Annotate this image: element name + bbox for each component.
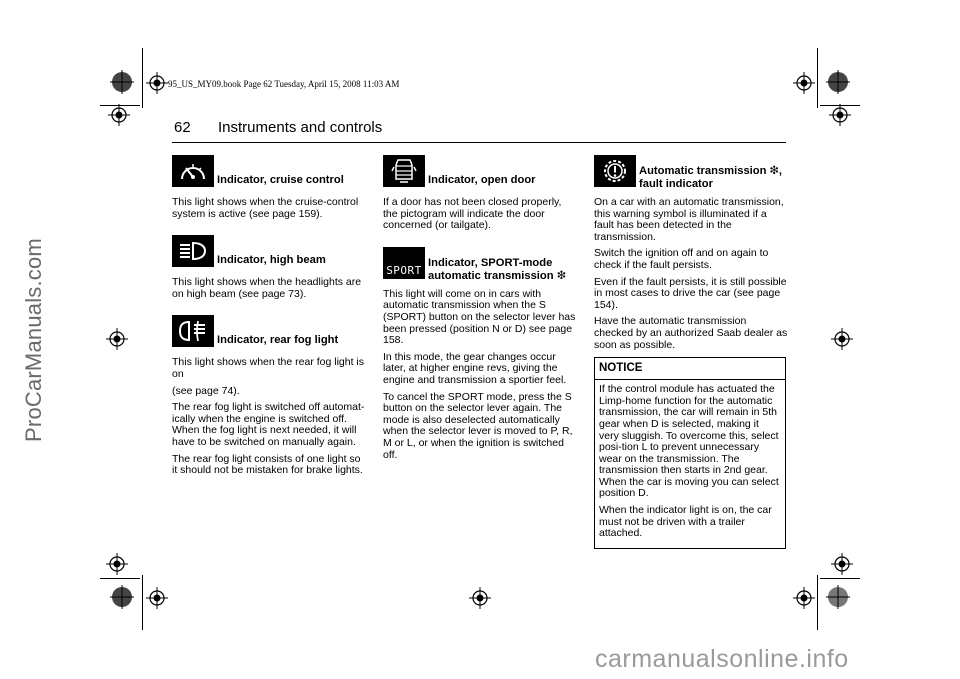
registration-mark: [146, 72, 168, 94]
column-2: [383, 155, 577, 466]
high-beam-text: This light shows when the headlights are on high beam (see page 73).: [172, 276, 362, 300]
page-number: 62: [174, 119, 191, 136]
sport-mode-text-3: To cancel the SPORT mode, press the S button on the selector lever again. The mode is also deselected automatically when the selector lever is moved to P, R, M or L, or when the ignition is switched off.: [383, 390, 573, 461]
auto-transmission-text-2: Switch the ignition off and on again to check if the fault persists.: [594, 247, 769, 271]
rear-fog-title: Indicator, rear fog light: [217, 334, 339, 347]
cruise-control-text: This light shows when the cruise-control system is active (see page 159).: [172, 196, 359, 220]
registration-mark-filled: [826, 70, 850, 94]
sport-mode-text-2: In this mode, the gear changes occur later, at higher engine revs, giving the engine and transmission a sportier feel.: [383, 350, 567, 386]
side-watermark: ProCarManuals.com: [21, 238, 46, 442]
registration-mark-filled: [110, 585, 134, 609]
open-door-icon: [383, 155, 425, 187]
registration-mark: [469, 587, 491, 609]
notice-text-1: If the control module has actuated the Limp-home function for the automatic transmission, the car will remain in 5th gear when D is selected, making it very sluggish. To overcome this, select posi-tion L to prevent unnecessary wear on the transmission. The transmission then starts in 2nd gear. When the car is moving you can select position D.: [599, 383, 779, 500]
rear-fog-text-3: The rear fog light is switched off automat-ically when the engine is switched off. When the fog light is next needed, it will have to be switched on manually again.: [172, 401, 365, 448]
auto-transmission-title: Automatic transmission ❇, fault indicator: [639, 165, 783, 190]
rear-fog-heading: [172, 315, 366, 353]
rear-fog-text-2: (see page 74).: [172, 384, 240, 397]
sport-mode-text-1: This light will come on in cars with automatic transmission when the S (SPORT) button on the selector lever has been pressed (position N or D) see page 158.: [383, 287, 576, 347]
registration-mark: [793, 587, 815, 609]
crop-mark: [142, 48, 143, 108]
registration-mark: [106, 328, 128, 350]
column-1: [172, 155, 366, 482]
registration-mark-filled: [110, 70, 134, 94]
registration-mark: [831, 328, 853, 350]
header-rule: [172, 142, 786, 143]
cruise-control-heading: [172, 155, 366, 193]
registration-mark: [793, 72, 815, 94]
transmission-fault-icon: [594, 155, 636, 187]
registration-mark-filled: [826, 585, 850, 609]
notice-heading: NOTICE: [595, 358, 785, 380]
auto-transmission-text-3: Even if the fault persists, it is still possible in most cases to drive the car (see page 154).: [594, 275, 787, 311]
cruise-control-title: Indicator, cruise control: [217, 174, 344, 186]
registration-mark: [831, 553, 853, 575]
crop-mark: [820, 578, 860, 579]
cruise-control-icon: [172, 155, 214, 187]
sport-mode-heading: [383, 247, 577, 285]
crop-mark: [817, 575, 818, 630]
open-door-text: If a door has not been closed properly, the pictogram will indicate the door concerned (or tailgate).: [383, 196, 562, 232]
column-3: [594, 155, 788, 549]
rear-fog-text-4: The rear fog light consists of one light so it should not be mistaken for brake lights.: [172, 452, 363, 477]
sport-mode-icon: [383, 247, 425, 279]
high-beam-icon: [172, 235, 214, 267]
notice-body: [595, 380, 785, 548]
sport-mode-icon-text: SPORT: [386, 263, 422, 277]
auto-transmission-text-4: Have the automatic transmission checked by an authorized Saab dealer as soon as possible.: [594, 315, 788, 351]
open-door-heading: [383, 155, 577, 193]
rear-fog-text-1: This light shows when the rear fog light is on: [172, 356, 365, 380]
auto-transmission-heading: [594, 155, 788, 193]
crop-mark: [100, 578, 140, 579]
section-title: Instruments and controls: [218, 119, 383, 136]
sport-mode-title: Indicator, SPORT-mode automatic transmission ❇: [428, 256, 567, 282]
open-door-title: Indicator, open door: [428, 174, 536, 186]
auto-transmission-text-1: On a car with an automatic transmission, this warning symbol is illuminated if a fault has been detected in the transmission.: [594, 196, 784, 243]
notice-box: [594, 357, 786, 549]
notice-text-2: When the indicator light is on, the car must not be driven with a trailer attached.: [599, 504, 772, 540]
high-beam-heading: [172, 235, 366, 273]
high-beam-title: Indicator, high beam: [217, 254, 326, 267]
registration-mark: [106, 553, 128, 575]
registration-mark: [108, 104, 130, 126]
crop-mark: [817, 48, 818, 108]
registration-mark: [146, 587, 168, 609]
print-slug: 95_US_MY09.book Page 62 Tuesday, April 15, 2008 11:03 AM: [168, 79, 400, 89]
registration-mark: [829, 104, 851, 126]
bottom-watermark: carmanualsonline.info: [595, 645, 849, 673]
crop-mark: [142, 575, 143, 630]
rear-fog-light-icon: [172, 315, 214, 347]
